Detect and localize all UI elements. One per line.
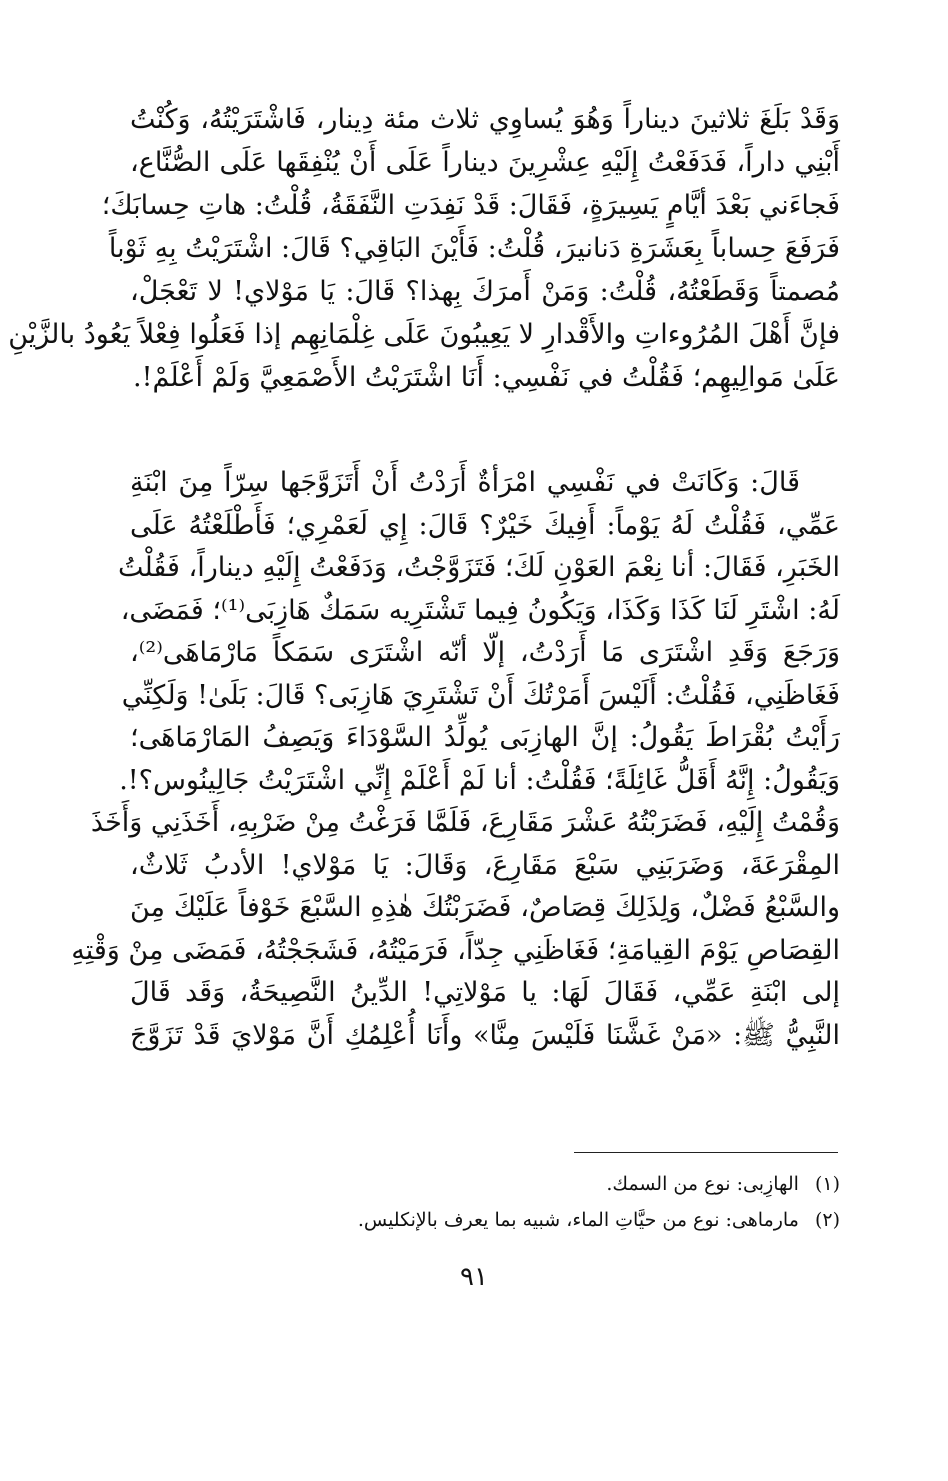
text-line: وَقَدْ بَلَغَ ثلاثينَ ديناراً وَهُوَ يُساوِي ثلاث مئة دِينار، فَاشْتَرَيْتُهُ، وَكُنْتُ	[130, 104, 840, 135]
text-line: وَرَجَعَ وَقَدِ اشْتَرَى مَا أَرَدْتُ، إلّا أنّه اشْتَرَى سَمَكاً مَارْمَاهَى⁽²⁾،	[130, 637, 840, 668]
page-number: ٩١	[460, 1262, 488, 1292]
text-line: وَيَقُولُ: إِنَّهُ أَقَلُّ غَائِلَةً؛ فَقُلْتُ: أنا لَمْ أَعْلَمْ إِنِّي اشْتَرَيْتُ جَالِينُوس؟!.	[119, 764, 840, 796]
text-line: المِقْرَعَةَ، وَضَرَبَنِي سَبْعَ مَقَارِعَ، وَقَالَ: يَا مَوْلاي! الأدبُ ثَلاثٌ،	[130, 849, 840, 881]
paragraph-2	[71, 462, 840, 1057]
text-line: إلى ابْنَةِ عَمِّي، فَقَالَ لَهَا: يا مَوْلاتِي! الدِّينُ النَّصِيحَةُ، وَقَد قَالَ	[130, 977, 840, 1008]
text-line: القِصَاصِ يَوْمَ القِيامَةِ؛ فَغَاظَنِي جِدّاً، فَرَمَيْتُهُ، فَشَجَجْتُهُ، فَمَضَى مِنْ وَقْتِهِ	[71, 934, 840, 966]
text-line: مُصمتاً وَقَطَعْتُهُ، قُلْتُ: وَمَنْ أَمرَكَ بِهذا؟ قَالَ: يَا مَوْلاي! لا تَعْجَلْ،	[130, 276, 840, 307]
footnote-text: مارماهى: نوع من حيَّاتِ الماء، شبيه بما يعرف بالإنكليس.	[357, 1209, 799, 1231]
text-line: رَأَيْتُ بُقْرَاطَ يَقُولُ: إنَّ الهازِبَى يُولِّدُ السَّوْدَاءَ وَيَصِفُ المَارْمَاهَى؛	[130, 722, 840, 753]
text-line: عَمِّي، فَقُلْتُ لَهُ يَوْماً: أَفِيكَ خَيْرٌ؟ قَالَ: إِي لَعَمْرِي؛ فَأَطْلَعْتُهُ عَلَى	[130, 509, 840, 541]
paragraph-1	[8, 98, 840, 399]
text-line: النَّبِيُّ ﷺ: «مَنْ غَشَّنَا فَلَيْسَ مِنَّا» وأَنَا أُعْلِمُكِ أَنَّ مَوْلايَ قَدْ تَزَوَّجَ	[130, 1019, 840, 1051]
footnote-divider	[574, 1152, 838, 1153]
text-line: الخَبَرِ، فَقَالَ: أنا نِعْمَ العَوْنِ لَكَ؛ فَتَزَوَّجْتُ، وَدَفَعْتُ إِلَيْهِ ديناراً، فَقُلْتُ	[117, 552, 840, 583]
footnote-2	[200, 1202, 840, 1238]
text-line: فَجاءَني بَعْدَ أيَّامٍ يَسِيرَةٍ، فَقَالَ: قَدْ نَفِدَتِ النَّفَقَةُ، قُلْتُ: هاتِ حِسابَكَ؛	[101, 190, 840, 221]
footnote-number: (١)	[814, 1173, 840, 1195]
footnote-1	[200, 1166, 840, 1202]
text-line: لَهُ: اشْتَرِ لَنَا كَذَا وَكَذَا، وَيَكُونُ فِيما تَشْتَرِيه سَمَكٌ هَازِبَى⁽¹⁾؛ فَمَضَى،	[120, 594, 840, 626]
text-line: أَبْنِي داراً، فَدَفَعْتُ إِلَيْهِ عِشْرِينَ ديناراً عَلَى أَنْ يُنْفِقَها عَلَى الصُّنَّاع،	[130, 147, 840, 178]
text-line: فإنَّ أَهْلَ المُرُوءاتِ والأَقْدارِ لا يَعِيبُونَ عَلَى غِلْمَانِهِم إذا فَعَلُوا فِعْلاً يَعُودُ بالزَّيْنِ	[8, 319, 840, 350]
text-line: عَلَىٰ مَوالِيهِم؛ فَقُلْتُ في نَفْسِي: أَنَا اشْتَرَيْتُ الأَصْمَعِيَّ وَلَمْ أَعْلَمْ!.	[133, 362, 840, 393]
text-line: فَرَفَعَ حِساباً بِعَشَرَةِ دَنانيرَ، قُلْتُ: فَأَيْنَ البَاقِي؟ قَالَ: اشْتَرَيْتُ بِهِ ثَوْباً	[108, 233, 840, 264]
text-line: قَالَ: وَكَانَتْ في نَفْسِي امْرَأةٌ أَرَدْتُ أَنْ أَتَزَوَّجَها سِرّاً مِنَ ابْنَةِ	[130, 467, 800, 498]
footnote-text: الهازِبى: نوع من السمك.	[606, 1173, 799, 1195]
text-line: وَقُمْتُ إِلَيْهِ، فَضَرَبْتُهُ عَشْرَ مَقَارِعَ، فَلَمَّا فَرَغْتُ مِنْ ضَرْبِهِ، أَخَذَنِي وَأَخَذَ	[90, 807, 840, 838]
footnote-number: (٢)	[814, 1209, 840, 1231]
text-line: فَغَاظَنِي، فَقُلْتُ: أَلَيْسَ أَمَرْتُكَ أَنْ تَشْتَرِيَ هَازِبَى؟ قَالَ: بَلَىٰ! وَلَكِنِّي	[121, 679, 840, 711]
text-line: والسَّبْعُ فَضْلٌ، وَلِذَلِكَ قِصَاصٌ، فَضَرَبْتُكَ هٰذِهِ السَّبْعَ خَوْفاً عَلَيْكَ مِنَ	[130, 892, 840, 923]
footnotes	[200, 1166, 840, 1238]
